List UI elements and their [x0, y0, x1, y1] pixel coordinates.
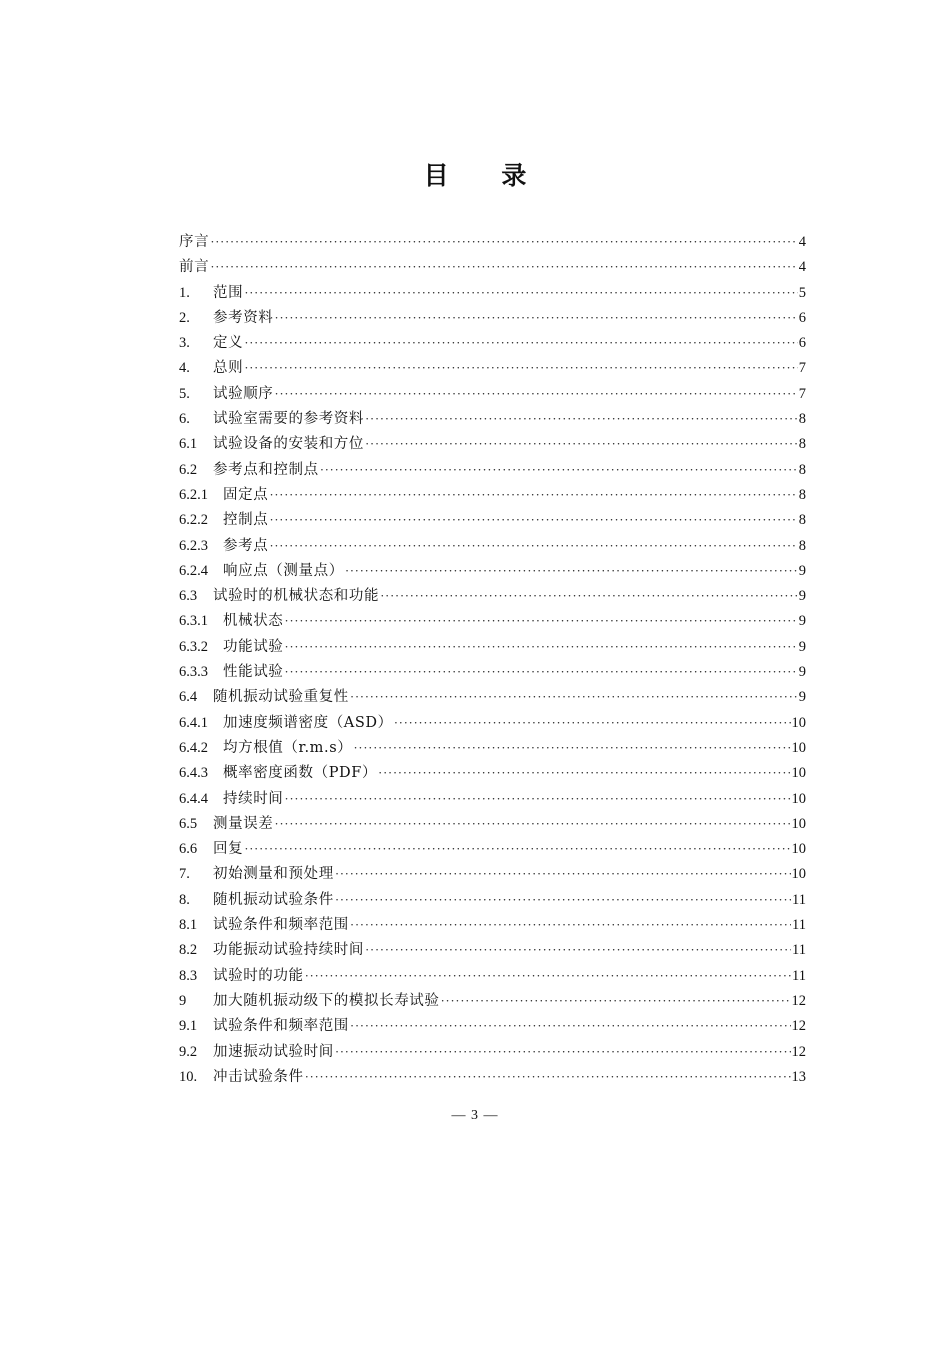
toc-entry-number: 10. [179, 1068, 198, 1085]
toc-entry[interactable] [179, 786, 806, 811]
toc-entry[interactable] [179, 355, 806, 380]
toc-entry[interactable] [179, 330, 806, 355]
page-number: — 3 — [451, 1108, 499, 1123]
toc-dot-leader [274, 381, 797, 406]
toc-entry-label: 固定点 [223, 486, 269, 503]
toc-dot-leader [365, 937, 791, 962]
toc-entry-number: 6.3.1 [179, 613, 208, 630]
toc-entry[interactable] [179, 988, 806, 1013]
toc-entry[interactable] [179, 836, 806, 861]
toc-entry[interactable] [179, 887, 806, 912]
toc-entry-label: 响应点（测量点） [223, 562, 344, 579]
toc-entry[interactable] [179, 482, 806, 507]
toc-entry-page: 6 [798, 335, 806, 352]
toc-dot-leader [305, 1064, 791, 1089]
toc-entry[interactable] [179, 1064, 806, 1089]
toc-entry-page: 9 [798, 638, 806, 655]
toc-entry-page: 11 [792, 967, 806, 984]
toc-entry-page: 12 [791, 1018, 806, 1035]
toc-dot-leader [269, 482, 797, 507]
toc-entry-number: 6.6 [179, 841, 198, 858]
toc-entry-number: 6.2.2 [179, 512, 208, 529]
toc-entry-label: 试验条件和频率范围 [213, 1018, 349, 1035]
toc-entry-page: 11 [792, 917, 806, 934]
toc-dot-leader [365, 431, 798, 456]
toc-entry-label: 试验时的机械状态和功能 [213, 588, 380, 605]
toc-dot-leader [320, 457, 798, 482]
toc-entry-number: 6. [179, 411, 190, 428]
toc-entry-page: 9 [798, 562, 806, 579]
toc-entry-page: 10 [791, 790, 806, 807]
toc-entry[interactable] [179, 659, 806, 684]
toc-entry-number: 6.3 [179, 588, 198, 605]
page-title: 目 录 [423, 161, 549, 190]
toc-entry-page: 8 [798, 537, 806, 554]
toc-entry-label: 加大随机振动级下的模拟长寿试验 [213, 992, 440, 1009]
toc-dot-leader [335, 887, 791, 912]
toc-entry-page: 10 [791, 739, 806, 756]
toc-entry-number: 6.2 [179, 461, 198, 478]
toc-entry-label: 控制点 [223, 512, 269, 529]
toc-entry-page: 7 [798, 360, 806, 377]
toc-entry-number: 9.1 [179, 1018, 198, 1035]
toc-entry-page: 8 [798, 411, 806, 428]
toc-entry-page: 4 [798, 259, 806, 276]
toc-dot-leader [210, 229, 798, 254]
toc-entry-label: 试验条件和频率范围 [213, 917, 349, 934]
toc-dot-leader [244, 355, 798, 380]
toc-entry[interactable] [179, 381, 806, 406]
toc-entry-label: 试验设备的安装和方位 [213, 436, 364, 453]
toc-entry-number: 6.5 [179, 815, 198, 832]
toc-dot-leader [274, 305, 797, 330]
toc-entry-number: 9 [179, 992, 187, 1009]
toc-entry-number: 6.4.1 [179, 714, 208, 731]
toc-entry-number: 1. [179, 284, 190, 301]
toc-entry-label: 试验室需要的参考资料 [213, 411, 364, 428]
toc-entry-number: 6.4 [179, 689, 198, 706]
toc-entry-number: 6.3.2 [179, 638, 208, 655]
toc-entry[interactable] [179, 608, 806, 633]
toc-dot-leader [244, 330, 798, 355]
toc-entry-label: 功能试验 [223, 638, 284, 655]
toc-dot-leader [269, 507, 797, 532]
toc-entry[interactable] [179, 305, 806, 330]
toc-dot-leader [284, 608, 797, 633]
toc-entry-label: 参考点和控制点 [213, 461, 319, 478]
toc-entry-page: 10 [791, 714, 806, 731]
toc-entry-page: 9 [798, 689, 806, 706]
toc-entry-page: 6 [798, 309, 806, 326]
toc-entry-label: 机械状态 [223, 613, 284, 630]
toc-entry[interactable] [179, 735, 806, 760]
toc-entry[interactable] [179, 507, 806, 532]
toc-entry-page: 12 [791, 1043, 806, 1060]
toc-entry-label: 试验时的功能 [213, 967, 304, 984]
toc-dot-leader [210, 254, 798, 279]
toc-entry-number: 8. [179, 891, 190, 908]
toc-dot-leader [284, 634, 797, 659]
toc-entry-number: 6.4.2 [179, 739, 208, 756]
toc-dot-leader [284, 786, 790, 811]
toc-entry-label: 加速振动试验时间 [213, 1043, 334, 1060]
toc-dot-leader [350, 1013, 791, 1038]
toc-entry[interactable] [179, 710, 806, 735]
toc-entry-number: 6.2.4 [179, 562, 208, 579]
toc-entry[interactable] [179, 558, 806, 583]
toc-entry-number: 4. [179, 360, 190, 377]
toc-entry[interactable] [179, 280, 806, 305]
toc-entry-number: 8.2 [179, 942, 198, 959]
toc-entry-page: 4 [798, 234, 806, 250]
toc-entry-label: 测量误差 [213, 815, 274, 832]
toc-entry[interactable] [179, 1039, 806, 1064]
toc-entry-label: 加速度频谱密度（ASD） [223, 714, 393, 731]
toc-entry[interactable] [179, 760, 806, 785]
toc-entry-page: 10 [791, 841, 806, 858]
toc-entry-label: 持续时间 [223, 790, 284, 807]
toc-entry-page: 5 [798, 284, 806, 301]
toc-entry-page: 12 [791, 992, 806, 1009]
toc-entry-number: 2. [179, 309, 190, 326]
toc-entry-label: 序言 [179, 234, 210, 250]
toc-entry[interactable] [179, 406, 806, 431]
toc-entry-label: 随机振动试验重复性 [213, 689, 349, 706]
toc-dot-leader [378, 760, 790, 785]
toc-entry-number: 9.2 [179, 1043, 198, 1060]
toc-entry-number: 8.3 [179, 967, 198, 984]
toc-entry-number: 6.1 [179, 436, 198, 453]
toc-entry-page: 10 [791, 765, 806, 782]
toc-entry-number: 6.4.4 [179, 790, 208, 807]
toc-entry-page: 9 [798, 664, 806, 681]
toc-entry-label: 性能试验 [223, 664, 284, 681]
toc-entry[interactable] [179, 431, 806, 456]
toc-entry-label: 定义 [213, 335, 244, 352]
toc-entry-number: 6.4.3 [179, 765, 208, 782]
toc-entry-label: 冲击试验条件 [213, 1068, 304, 1085]
toc-entry-label: 初始测量和预处理 [213, 866, 334, 883]
toc-dot-leader [365, 406, 798, 431]
toc-entry[interactable] [179, 912, 806, 937]
toc-dot-leader [350, 684, 798, 709]
toc-dot-leader [353, 735, 790, 760]
toc-dot-leader [380, 583, 798, 608]
toc-entry-label: 参考资料 [213, 309, 274, 326]
toc-entry-page: 9 [798, 613, 806, 630]
toc-entry-page: 8 [798, 486, 806, 503]
toc-entry[interactable] [179, 861, 806, 886]
toc-entry[interactable] [179, 1013, 806, 1038]
toc-dot-leader [269, 533, 797, 558]
toc-entry-label: 回复 [213, 841, 244, 858]
toc-dot-leader [335, 861, 791, 886]
toc-entry-number: 7. [179, 866, 190, 883]
toc-entry-label: 功能振动试验持续时间 [213, 942, 364, 959]
toc-dot-leader [244, 280, 798, 305]
toc-entry-label: 概率密度函数（PDF） [223, 765, 378, 782]
toc-dot-leader [350, 912, 791, 937]
toc-entry-page: 8 [798, 461, 806, 478]
toc-dot-leader [244, 836, 790, 861]
toc-entry[interactable] [179, 583, 806, 608]
toc-entry-label: 随机振动试验条件 [213, 891, 334, 908]
toc-entry-page: 11 [792, 942, 806, 959]
toc-entry-page: 10 [791, 815, 806, 832]
toc-entry-number: 6.2.1 [179, 486, 208, 503]
toc-entry[interactable] [179, 963, 806, 988]
toc-entry-label: 总则 [213, 360, 244, 377]
toc-entry-number: 6.2.3 [179, 537, 208, 554]
toc-entry-page: 8 [798, 512, 806, 529]
toc-entry[interactable] [179, 229, 806, 254]
toc-entry-page: 11 [792, 891, 806, 908]
toc-entry-label: 参考点 [223, 537, 269, 554]
toc-entry[interactable] [179, 457, 806, 482]
toc-entry[interactable] [179, 684, 806, 709]
toc-dot-leader [441, 988, 791, 1013]
toc-entry[interactable] [179, 811, 806, 836]
toc-entry-page: 10 [791, 866, 806, 883]
toc-entry-page: 13 [791, 1068, 806, 1085]
toc-entry[interactable] [179, 533, 806, 558]
toc-dot-leader [394, 710, 791, 735]
toc-dot-leader [345, 558, 798, 583]
toc-entry-page: 9 [798, 588, 806, 605]
toc-entry[interactable] [179, 634, 806, 659]
toc-dot-leader [335, 1039, 791, 1064]
toc-entry-page: 8 [798, 436, 806, 453]
toc-entry[interactable] [179, 254, 806, 279]
toc-entry-number: 8.1 [179, 917, 198, 934]
toc-dot-leader [274, 811, 790, 836]
toc-dot-leader [284, 659, 797, 684]
toc-dot-leader [305, 963, 791, 988]
table-of-contents [179, 229, 806, 1089]
toc-entry-label: 均方根值（r.m.s） [223, 739, 353, 756]
toc-entry-number: 6.3.3 [179, 664, 208, 681]
toc-entry-number: 3. [179, 335, 190, 352]
toc-entry-label: 前言 [179, 259, 210, 276]
toc-entry-page: 7 [798, 385, 806, 402]
toc-entry-label: 范围 [213, 284, 244, 301]
toc-entry-number: 5. [179, 385, 190, 402]
toc-entry[interactable] [179, 937, 806, 962]
toc-entry-label: 试验顺序 [213, 385, 274, 402]
